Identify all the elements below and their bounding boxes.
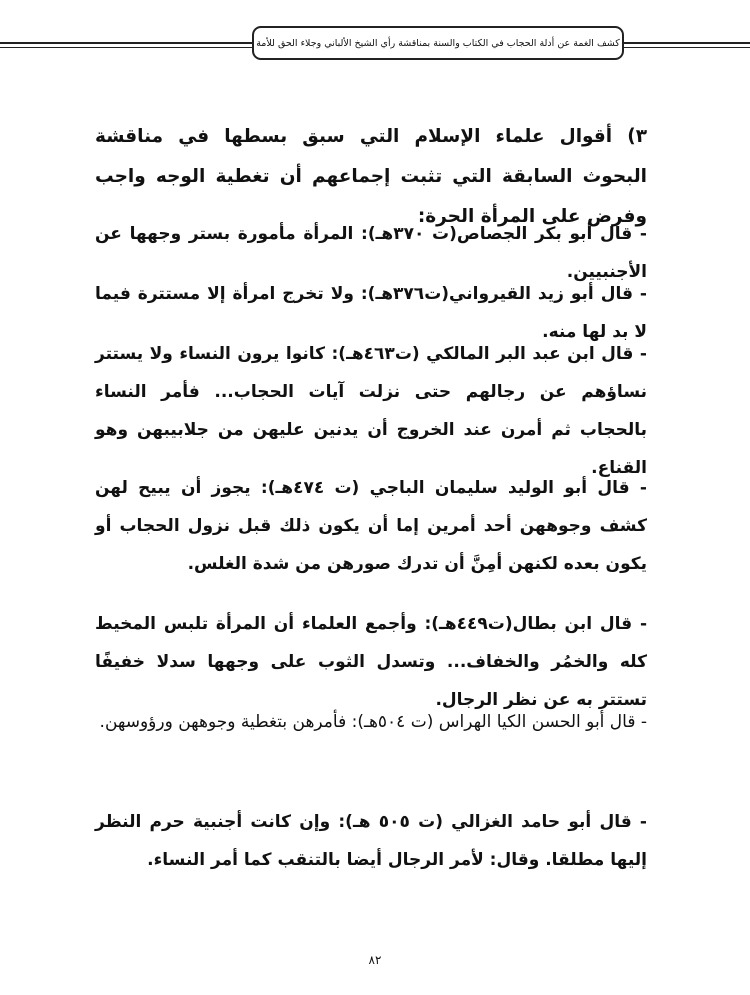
quote-ibn-battal: - قال ابن بطال(ت٤٤٩هـ): وأجمع العلماء أن المرأة تلبس المخيط كله والخمُر والخفاف... وتسدل الثوب على وجهها سدلا خفيفًا تستتر به عن نظر الرجال. bbox=[95, 614, 647, 710]
quote-ghazali: - قال أبو حامد الغزالي (ت ٥٠٥ هـ): وإن كانت أجنبية حرم النظر إليها مطلقا. وقال: لأمر الرجال أيضا بالتنقب كما أمر النساء. bbox=[95, 812, 647, 870]
quote-ibn-abd-al-barr: - قال ابن عبد البر المالكي (ت٤٦٣هـ): كانوا يرون النساء ولا يستتر نساؤهم عن رجالهم حتى نزلت آيات الحجاب... فأمر النساء بالحجاب ثم أمرن عند الخروج أن يدنين عليهن من جلابيبهن وهو القناع. bbox=[95, 344, 647, 478]
quote-qayrawani: - قال أبو زيد القيرواني(ت٣٧٦هـ): ولا تخرج امرأة إلا مستترة فيما لا بد لها منه. bbox=[95, 284, 647, 342]
quote-jassas: - قال أبو بكر الجصاص(ت ٣٧٠هـ): المرأة مأمورة بستر وجهها عن الأجنبيين. bbox=[95, 224, 647, 282]
page-number: ٨٢ bbox=[368, 953, 382, 967]
quote-kiya-harras: - قال أبو الحسن الكيا الهراس (ت ٥٠٤هـ): فأمرهن بتغطية وجوههن ورؤوسهن. bbox=[99, 712, 647, 732]
running-title: كشف الغمة عن أدلة الحجاب في الكتاب والسنة بمناقشة رأي الشيخ الألباني وجلاء الحق للأمة bbox=[256, 37, 620, 49]
intro-paragraph: ٣) أقوال علماء الإسلام التي سبق بسطها في مناقشة البحوث السابقة التي تثبت إجماعهم أن تغطية الوجه واجب وفرض على المرأة الحرة: bbox=[95, 126, 647, 227]
quote-baji: - قال أبو الوليد سليمان الباجي (ت ٤٧٤هـ): يجوز أن يبيح لهن كشف وجوههن أحد أمرين إما أن يكون ذلك قبل نزول الحجاب أو يكون بعده لكنهن أمِنَّ أن تدرك صورهن من شدة الغلس. bbox=[95, 478, 647, 574]
page-body bbox=[95, 0, 647, 950]
